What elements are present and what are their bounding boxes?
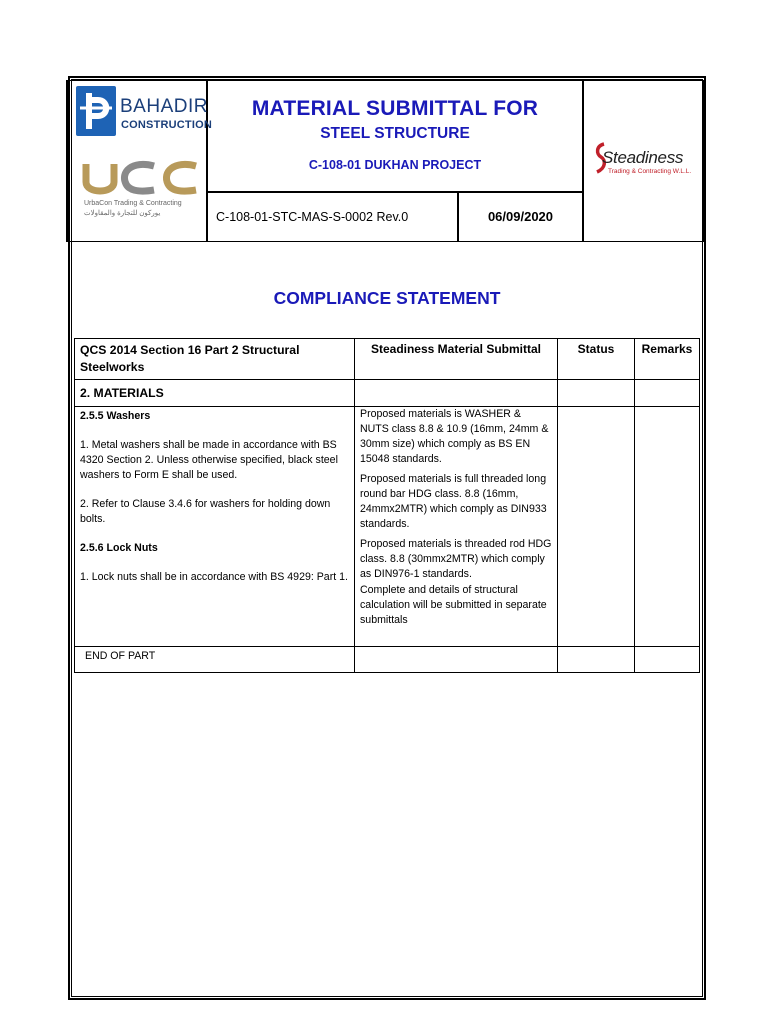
locknuts-title: 2.5.6 Lock Nuts	[80, 541, 158, 554]
col-status-header: Status	[558, 339, 635, 380]
col-remarks-header: Remarks	[635, 339, 700, 380]
qcs-clauses	[75, 406, 355, 646]
project-name: C-108-01 DUKHAN PROJECT	[308, 158, 482, 172]
ucc-logo	[80, 158, 200, 220]
compliance-heading: COMPLIANCE STATEMENT	[273, 288, 501, 308]
remarks-cell	[635, 406, 700, 646]
compliance-table	[74, 338, 700, 673]
table-row-end	[75, 646, 700, 672]
steadiness-sub: Trading & Contracting W.L.L.	[608, 168, 692, 175]
section-label: 2. MATERIALS	[75, 379, 355, 406]
document-title: MATERIAL SUBMITTAL FOR	[251, 97, 539, 120]
submittal-details	[355, 406, 558, 646]
bahadir-sub: CONSTRUCTION	[121, 119, 213, 131]
col-qcs-header: QCS 2014 Section 16 Part 2 Structural Steelworks	[75, 339, 355, 380]
submittal-p1: Proposed materials is WASHER & NUTS class 8.8 & 10.9 (16mm, 24mm & 30mm size) which comply as BS EN 15048 standards.	[360, 407, 549, 465]
ucc-arabic: يوركون للتجارة والمقاولات	[84, 210, 161, 217]
col-submittal-header: Steadiness Material Submittal	[355, 339, 558, 380]
document-reference: C-108-01-STC-MAS-S-0002 Rev.0	[206, 191, 459, 242]
steadiness-name: Steadiness	[602, 148, 684, 167]
ucc-subtitle: UrbaCon Trading & Contracting	[84, 200, 182, 207]
table-row-materials	[75, 406, 700, 646]
table-row-section	[75, 379, 700, 406]
document-subtitle: STEEL STRUCTURE	[320, 125, 470, 142]
steadiness-logo	[592, 140, 698, 182]
submittal-p4: Complete and details of structural calculation will be submitted in separate submittals	[360, 584, 547, 627]
table-header-row	[75, 339, 700, 380]
end-of-part: END OF PART	[75, 646, 355, 672]
bahadir-name: BAHADIR	[120, 96, 208, 117]
washers-clause-1: 1. Metal washers shall be made in accordance with BS 4320 Section 2. Unless otherwise specified, black steel washers to Form E shall be used.	[80, 438, 338, 481]
document-date: 06/09/2020	[457, 191, 584, 242]
bahadir-logo	[76, 86, 213, 138]
washers-title: 2.5.5 Washers	[80, 409, 151, 422]
submittal-p2: Proposed materials is full threaded long round bar HDG class. 8.8 (16mm, 24mmx2MTR) which comply as DIN933 standards.	[360, 472, 547, 530]
status-cell	[558, 406, 635, 646]
locknuts-clause-1: 1. Lock nuts shall be in accordance with BS 4929: Part 1.	[80, 570, 348, 583]
submittal-p3: Proposed materials is threaded rod HDG class. 8.8 (30mmx2MTR) which comply as DIN976-1 standards.	[360, 537, 552, 580]
washers-clause-2: 2. Refer to Clause 3.4.6 for washers for holding down bolts.	[80, 497, 331, 525]
